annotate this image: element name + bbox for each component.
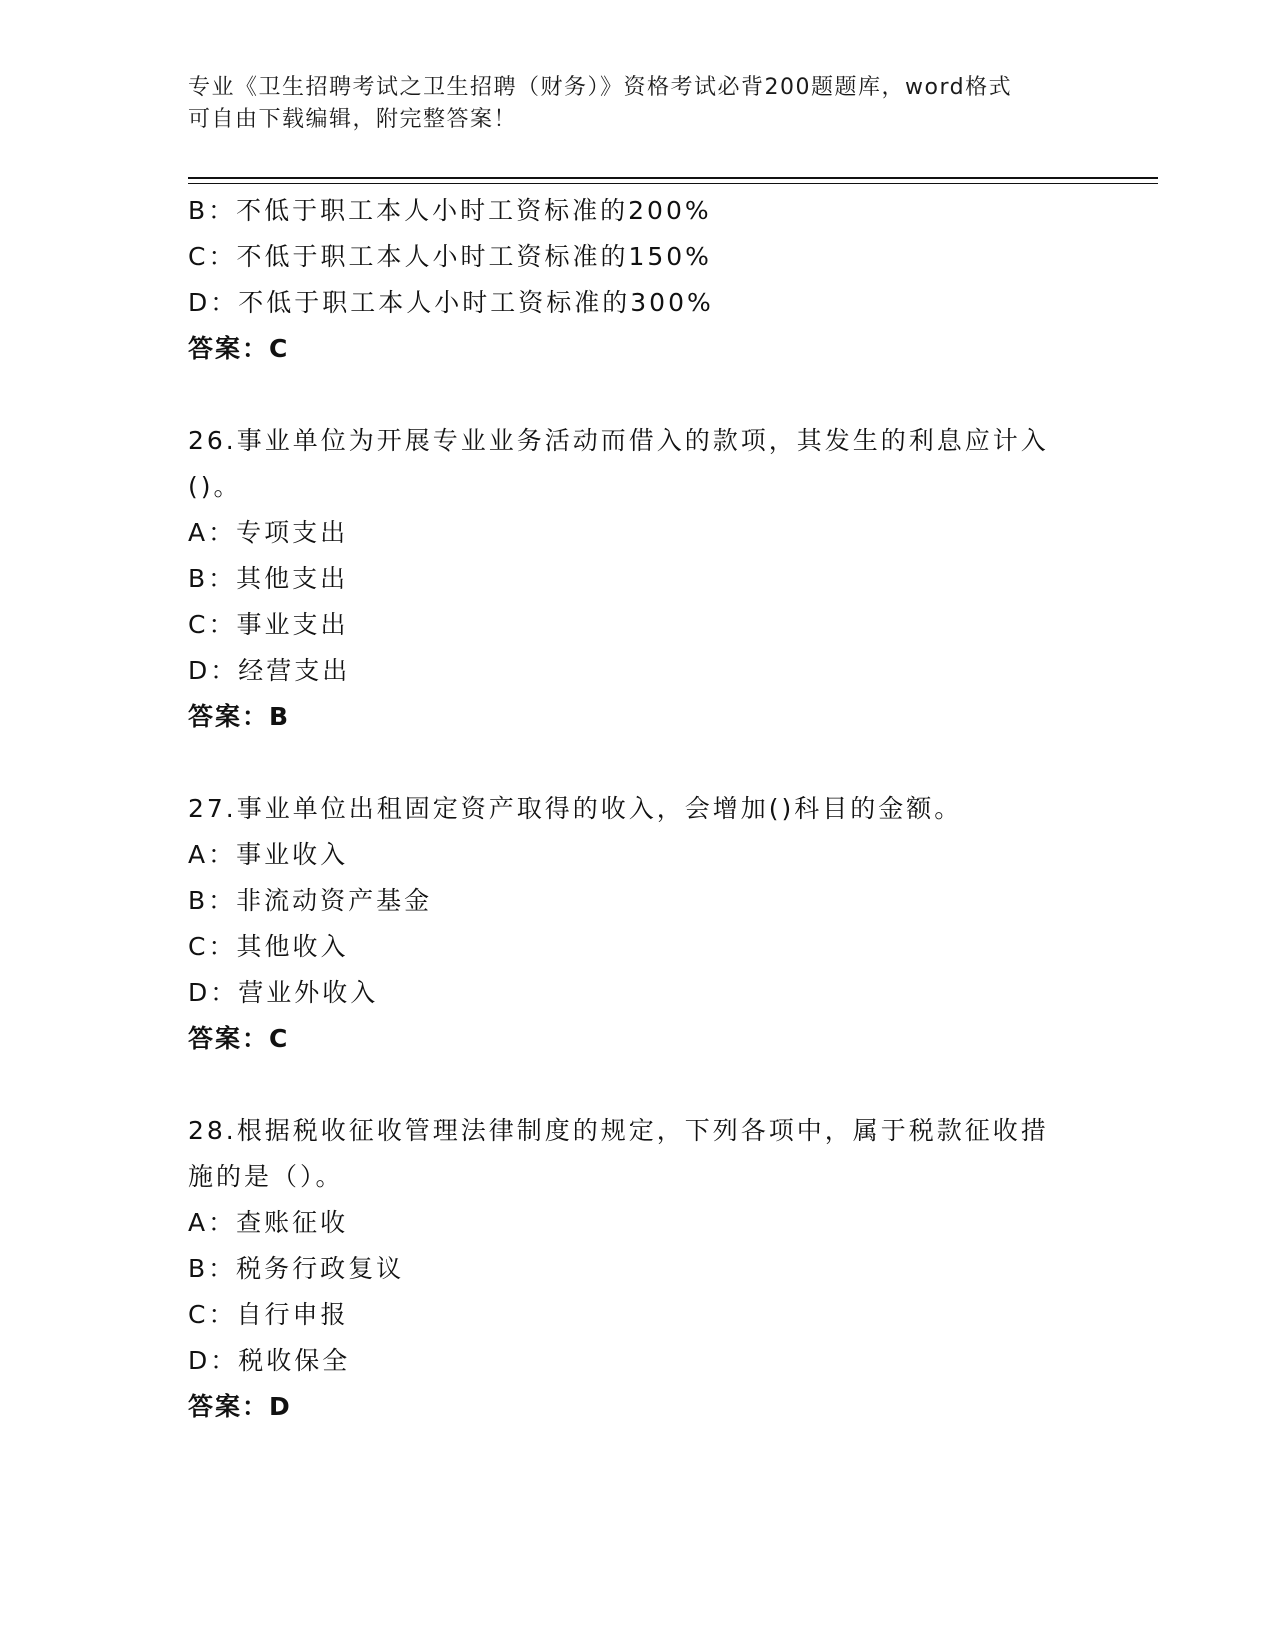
question-stem-continued: ()。 — [188, 472, 242, 501]
option-c: C：不低于职工本人小时工资标准的150% — [188, 242, 712, 271]
document-header — [188, 72, 1088, 136]
option-a: A：事业收入 — [188, 840, 349, 869]
option-b: B：不低于职工本人小时工资标准的200% — [188, 196, 712, 225]
answer: 答案：C — [188, 334, 290, 363]
header-divider-thick — [188, 177, 1158, 179]
option-d: D：经营支出 — [188, 656, 351, 685]
answer: 答案：B — [188, 702, 291, 731]
question-28 — [188, 1108, 1088, 1430]
question-26 — [188, 418, 1088, 740]
question-stem: 27.事业单位出租固定资产取得的收入，会增加()科目的金额。 — [188, 794, 963, 823]
option-a: A：专项支出 — [188, 518, 349, 547]
question-stem: 26.事业单位为开展专业业务活动而借入的款项，其发生的利息应计入 — [188, 426, 1049, 455]
question-27 — [188, 786, 1088, 1062]
option-d: D：税收保全 — [188, 1346, 351, 1375]
option-c: C：自行申报 — [188, 1300, 349, 1329]
question-stem: 28.根据税收征收管理法律制度的规定，下列各项中，属于税款征收措 — [188, 1116, 1049, 1145]
option-c: C：其他收入 — [188, 932, 349, 961]
answer: 答案：D — [188, 1392, 292, 1421]
option-c: C：事业支出 — [188, 610, 349, 639]
option-d: D：不低于职工本人小时工资标准的300% — [188, 288, 714, 317]
header-line-2: 可自由下载编辑，附完整答案！ — [188, 107, 518, 132]
question-stem-continued: 施的是（）。 — [188, 1162, 344, 1191]
header-line-1: 专业《卫生招聘考试之卫生招聘（财务）》资格考试必背200题题库，word格式 — [188, 75, 1013, 100]
answer: 答案：C — [188, 1024, 290, 1053]
option-a: A：查账征收 — [188, 1208, 349, 1237]
question-25-continued — [188, 188, 1088, 372]
header-divider-thin — [188, 183, 1158, 184]
option-b: B：其他支出 — [188, 564, 349, 593]
option-d: D：营业外收入 — [188, 978, 379, 1007]
option-b: B：非流动资产基金 — [188, 886, 433, 915]
option-b: B：税务行政复议 — [188, 1254, 405, 1283]
question-list — [188, 188, 1088, 1430]
